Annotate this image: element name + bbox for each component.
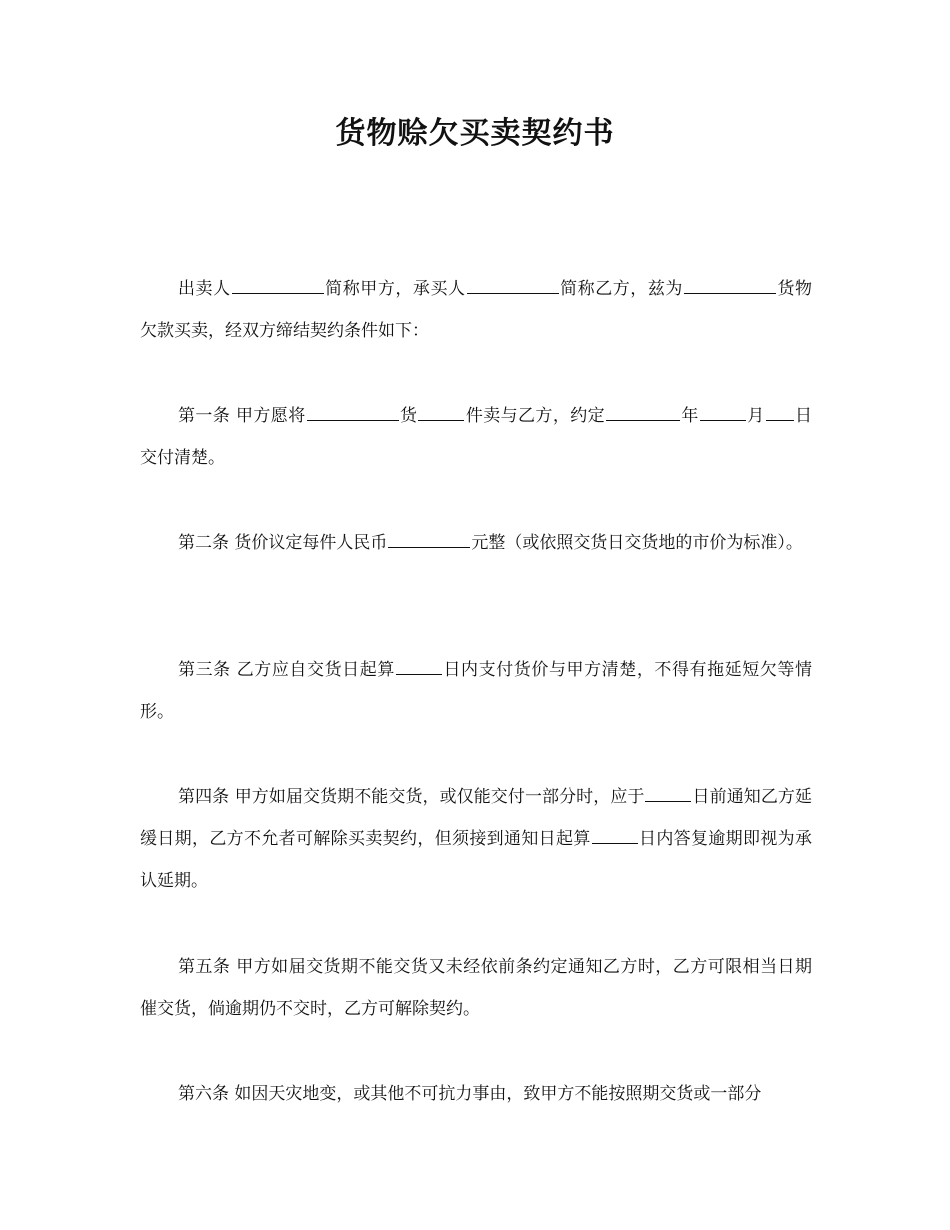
article-5-text-1: 第五条 甲方如届交货期不能交货又未经依前条约定通知乙方时，乙方可限相当日期催交货，倘逾期仍不交时，乙方可解除契约。 (140, 957, 812, 1019)
intro-text-4: 货物欠款买卖，经双方缔结契约条件如下： (140, 279, 813, 341)
article-6-text-1: 第六条 如因天灾地变，或其他不可抗力事由，致甲方不能按照期交货或一部分 (178, 1084, 762, 1104)
article-1 (140, 395, 812, 479)
article-4 (140, 776, 812, 902)
intro-text-1: 出卖人 (178, 279, 231, 299)
article-1-text-2: 货 (399, 406, 418, 426)
month-blank (700, 402, 746, 421)
year-blank (606, 402, 680, 421)
quantity-blank (418, 402, 464, 421)
article-2-text-1: 第二条 货价议定每件人民币 (178, 533, 388, 553)
reply-days-blank (592, 825, 638, 844)
price-blank (388, 529, 470, 548)
intro-paragraph (140, 268, 812, 352)
intro-text-2: 简称甲方，承买人 (324, 279, 466, 299)
article-1-text-5: 月 (746, 406, 765, 426)
article-3-text-2: 日内支付货价与甲方清楚，不得有拖延短欠等情形。 (140, 660, 813, 722)
document-title: 货物赊欠买卖契约书 (335, 116, 615, 151)
intro-text-3: 简称乙方，兹为 (559, 279, 683, 299)
article-6 (140, 1073, 812, 1115)
article-4-text-2: 日前通知乙方延缓日期，乙方不允者可解除买卖契约，但须接到通知日起算 (140, 787, 813, 849)
day-blank (766, 402, 794, 421)
article-2-text-2: 元整（或依照交货日交货地的市价为标准）。 (471, 533, 803, 553)
notice-days-blank (645, 783, 691, 802)
article-4-text-3: 日内答复逾期即视为承认延期。 (140, 829, 813, 891)
payment-days-blank (396, 656, 442, 675)
article-1-text-3: 件卖与乙方，约定 (465, 406, 606, 426)
seller-blank (232, 275, 324, 294)
article-5 (140, 946, 812, 1030)
goods-blank (684, 275, 776, 294)
article-3 (140, 649, 812, 733)
goods-name-blank (307, 402, 399, 421)
article-3-text-1: 第三条 乙方应自交货日起算 (178, 660, 395, 680)
article-4-text-1: 第四条 甲方如届交货期不能交货，或仅能交付一部分时，应于 (178, 787, 645, 807)
buyer-blank (467, 275, 559, 294)
article-2 (140, 522, 812, 564)
article-1-text-6: 日交付清楚。 (140, 406, 813, 468)
article-1-text-1: 第一条 甲方愿将 (178, 406, 306, 426)
article-1-text-4: 年 (681, 406, 699, 426)
